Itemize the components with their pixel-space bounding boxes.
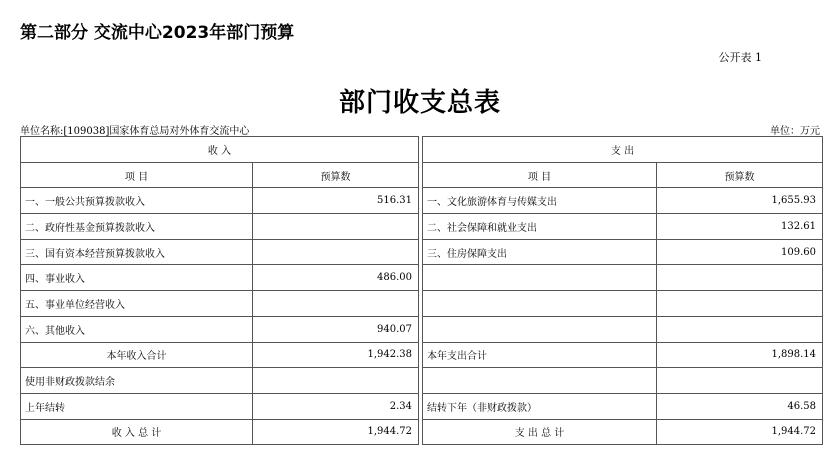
non-fiscal-surplus-value: [253, 368, 419, 394]
carry-out-value: 46.58: [657, 393, 823, 419]
empty-cell: [657, 368, 823, 394]
column-header-row: [21, 162, 823, 188]
non-fiscal-surplus-row: [21, 368, 823, 394]
expense-item-value: [657, 316, 823, 342]
carry-out-label: 结转下年（非财政拨款）: [423, 393, 657, 419]
year-income-total-value: 1,942.38: [253, 342, 419, 368]
income-item-label: 二、政府性基金预算拨款收入: [21, 214, 253, 240]
expense-item-value: [657, 265, 823, 291]
income-item-value: [253, 214, 419, 240]
section-title: 第二部分 交流中心2023年部门预算: [20, 23, 295, 43]
income-item-value: [253, 291, 419, 317]
income-item-label: 六、其他收入: [21, 316, 253, 342]
expense-item-label: 一、文化旅游体育与传媒支出: [423, 188, 657, 214]
income-item-header: 项 目: [21, 162, 253, 188]
non-fiscal-surplus-label: 使用非财政拨款结余: [21, 368, 253, 394]
expense-item-label: 三、住房保障支出: [423, 239, 657, 265]
income-item-label: 一、一般公共预算拨款收入: [21, 188, 253, 214]
income-item-value: [253, 239, 419, 265]
report-title: 部门收支总表: [338, 88, 501, 118]
budget-summary-table: [20, 136, 823, 445]
income-grand-total-value: 1,944.72: [253, 419, 419, 445]
expense-item-header: 项 目: [423, 162, 657, 188]
expense-item-value: [657, 291, 823, 317]
income-section-header: 收 入: [21, 137, 419, 163]
expense-item-label: 二、社会保障和就业支出: [423, 214, 657, 240]
expense-grand-total-value: 1,944.72: [657, 419, 823, 445]
carry-in-label: 上年结转: [21, 393, 253, 419]
year-expense-total-label: 本年支出合计: [423, 342, 657, 368]
table-row: [21, 239, 823, 265]
expense-item-value: 109.60: [657, 239, 823, 265]
expense-budget-header: 预算数: [657, 162, 823, 188]
form-number: 公开表 1: [718, 51, 762, 64]
grand-total-row: [21, 419, 823, 445]
table-row: [21, 214, 823, 240]
expense-item-label: [423, 291, 657, 317]
expense-item-label: [423, 265, 657, 291]
table-row: [21, 188, 823, 214]
income-budget-header: 预算数: [253, 162, 419, 188]
carry-in-value: 2.34: [253, 393, 419, 419]
income-item-value: 486.00: [253, 265, 419, 291]
currency-unit: 单位：万元: [770, 126, 820, 137]
income-item-label: 五、事业单位经营收入: [21, 291, 253, 317]
section-header-row: [21, 137, 823, 163]
expense-item-label: [423, 316, 657, 342]
income-item-value: 516.31: [253, 188, 419, 214]
table-row: [21, 265, 823, 291]
empty-cell: [423, 368, 657, 394]
income-item-value: 940.07: [253, 316, 419, 342]
expense-grand-total-label: 支 出 总 计: [423, 419, 657, 445]
expense-item-value: 1,655.93: [657, 188, 823, 214]
year-income-total-label: 本年收入合计: [21, 342, 253, 368]
income-item-label: 四、事业收入: [21, 265, 253, 291]
expense-section-header: 支 出: [423, 137, 823, 163]
year-expense-total-value: 1,898.14: [657, 342, 823, 368]
table-row: [21, 316, 823, 342]
income-grand-total-label: 收 入 总 计: [21, 419, 253, 445]
year-total-row: [21, 342, 823, 368]
expense-item-value: 132.61: [657, 214, 823, 240]
unit-name: 单位名称:[109038]国家体育总局对外体育交流中心: [20, 126, 250, 137]
table-row: [21, 291, 823, 317]
income-item-label: 三、国有资本经营预算拨款收入: [21, 239, 253, 265]
carry-over-row: [21, 393, 823, 419]
